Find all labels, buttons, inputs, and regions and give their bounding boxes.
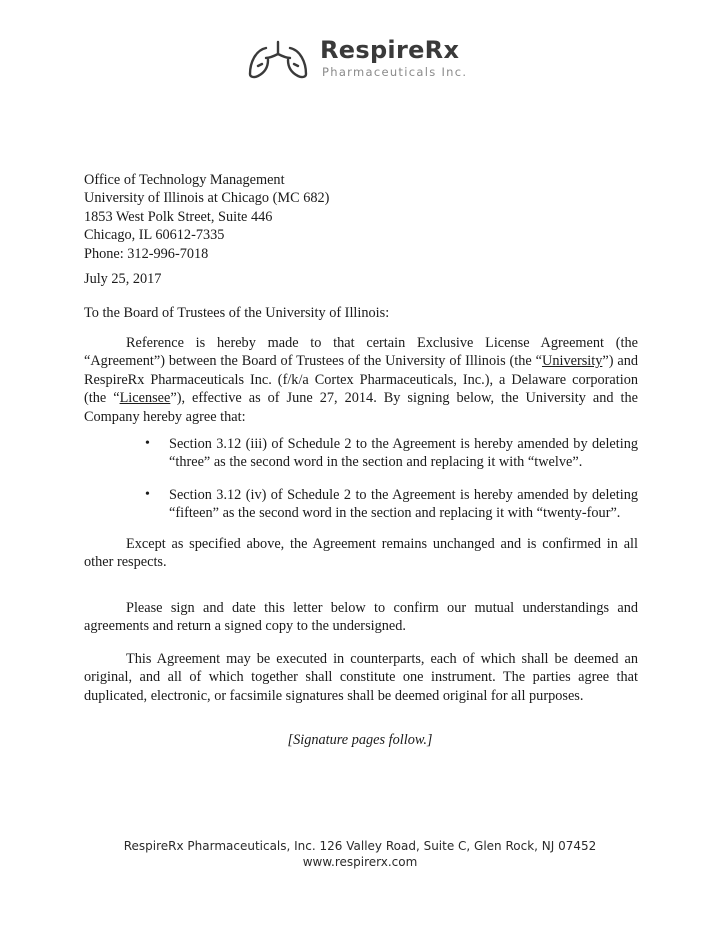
signature-pages-note: [Signature pages follow.]: [287, 732, 433, 748]
paragraph-text: This Agreement may be executed in counterparts, each of which shall be deemed an original, and all of which together shall constitute one instrument. The parties agree that duplicated, electronic, or facsimile signatures shall be deemed original for all purposes.: [84, 651, 638, 704]
logo-subtitle: Pharmaceuticals Inc.: [322, 65, 468, 79]
address-line: Chicago, IL 60612-7335: [84, 227, 225, 244]
salutation: To the Board of Trustees of the University of Illinois:: [84, 305, 390, 321]
paragraph-counterparts: [84, 650, 638, 705]
address-line: Phone: 312-996-7018: [84, 245, 209, 262]
address-line: Office of Technology Management: [84, 172, 285, 188]
logo-name: RespireRx: [320, 36, 460, 64]
paragraph-text: ”) and RespireRx Pharmaceuticals Inc. (f/k/a Cortex Pharmaceuticals, Inc.), a Delaware corporation (the “: [84, 353, 638, 407]
address-line: University of Illinois at Chicago (MC 682): [84, 190, 330, 207]
lungs-icon: [246, 40, 310, 80]
bullet-icon: •: [145, 487, 150, 502]
paragraph-unchanged: [84, 535, 638, 572]
bullet-icon: •: [145, 436, 150, 451]
amendment-item: Section 3.12 (iii) of Schedule 2 to the Agreement is hereby amended by deleting “three” as the second word in the section and replacing it with “twelve”.: [169, 436, 638, 471]
defined-term-licensee: Licensee: [119, 390, 171, 407]
paragraph-text: Please sign and date this letter below to confirm our mutual understandings and agreements and return a signed copy to the undersigned.: [84, 600, 638, 635]
recipient-address: [84, 171, 329, 263]
paragraph-text: Except as specified above, the Agreement remains unchanged and is confirmed in all other respects.: [84, 536, 638, 571]
paragraph-text: ”), effective as of June 27, 2014. By signing below, the University and the Company hereby agree that:: [84, 390, 638, 425]
amendment-item: Section 3.12 (iv) of Schedule 2 to the Agreement is hereby amended by deleting “fifteen” as the second word in the section and replacing it with “twenty-four”.: [169, 487, 638, 522]
footer-website: www.respirerx.com: [302, 855, 418, 869]
defined-term-university: University: [542, 353, 603, 370]
paragraph-text: Reference is hereby made to that certain Exclusive License Agreement (the “Agreement”) between the Board of Trustees of the University of Illinois (the “: [84, 335, 638, 370]
letter-date: July 25, 2017: [84, 271, 162, 287]
paragraph-sign-request: [84, 599, 638, 636]
company-logo: [246, 36, 486, 82]
address-line: 1853 West Polk Street, Suite 446: [84, 208, 273, 225]
paragraph-reference: [84, 334, 638, 426]
letterhead-footer: [0, 838, 720, 870]
footer-address: RespireRx Pharmaceuticals, Inc. 126 Valley Road, Suite C, Glen Rock, NJ 07452: [123, 839, 597, 853]
